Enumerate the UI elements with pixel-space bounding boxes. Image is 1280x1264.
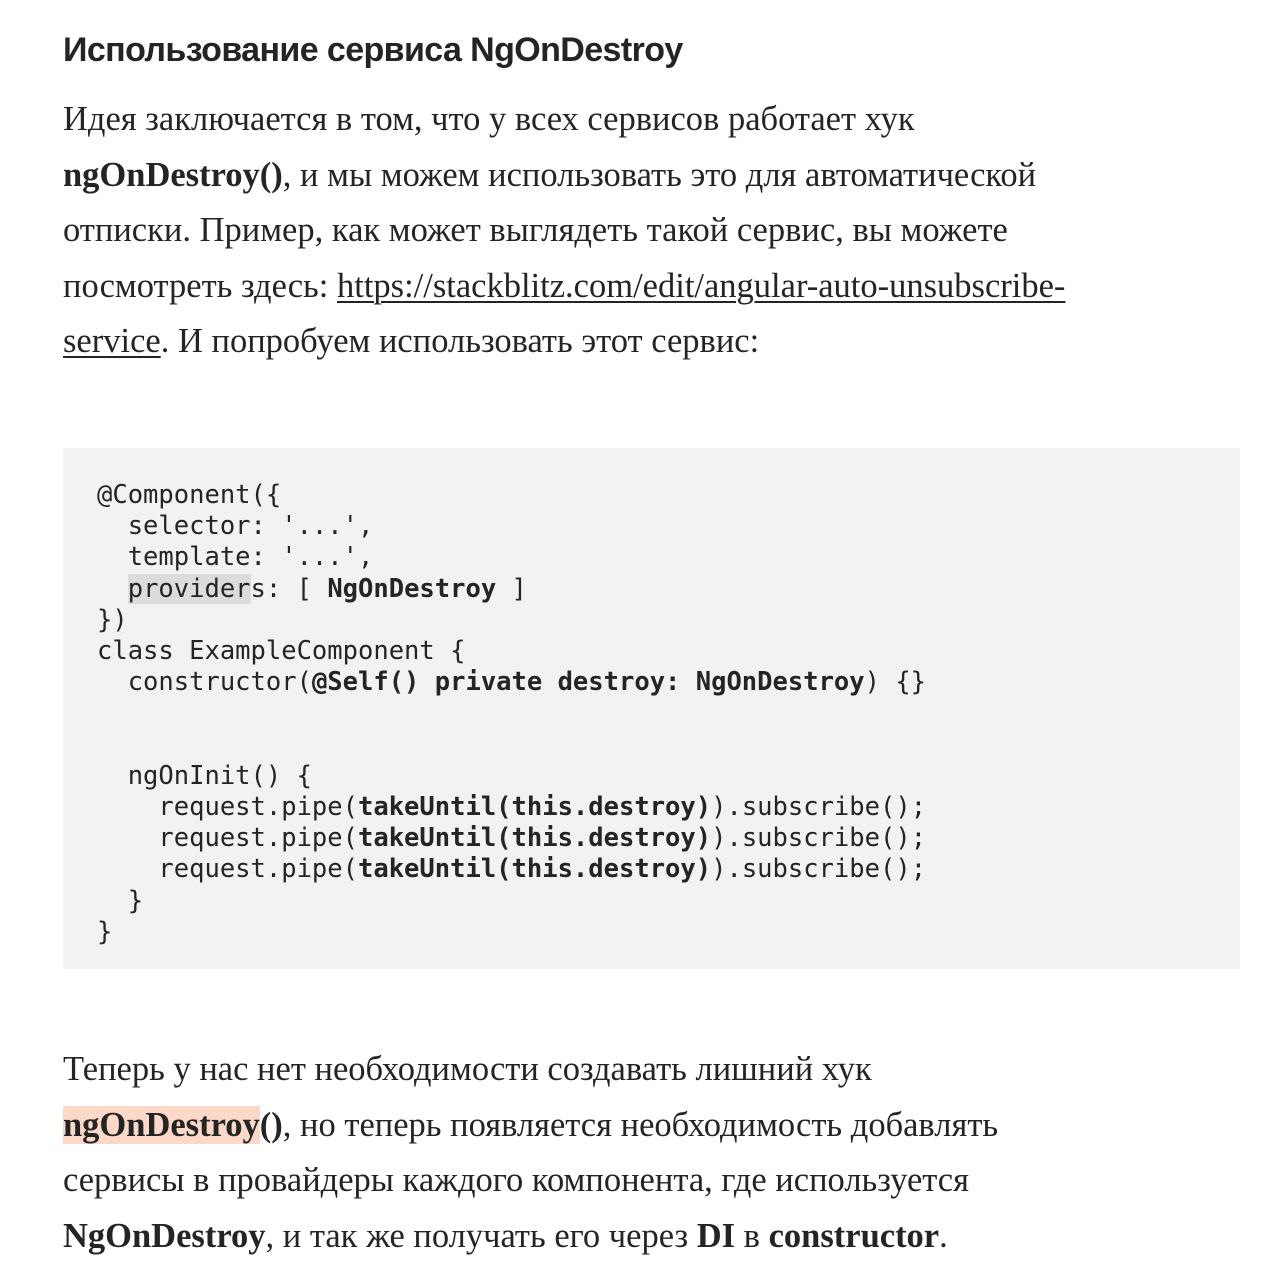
outro-line-2-text: , но теперь появляется необходимость добавлять <box>282 1105 999 1144</box>
code-line: selector: '...', <box>97 511 374 542</box>
inline-code-ngondestroy: ngOnDestroy() <box>63 155 283 194</box>
code-line: @Component({ <box>97 480 282 510</box>
code-bold: takeUntil(this.destroy) <box>358 823 712 854</box>
inline-term-di: DI <box>696 1216 736 1255</box>
code-line <box>97 854 926 884</box>
code-text: ).subscribe(); <box>711 854 927 885</box>
code-bold: NgOnDestroy <box>327 573 497 604</box>
code-line: class ExampleComponent { <box>97 636 466 667</box>
intro-line-4 <box>63 259 1240 315</box>
intro-line-5-text: . И попробуем использовать этот сервис: <box>160 322 760 360</box>
code-line <box>97 792 926 822</box>
code-line <box>97 823 926 853</box>
code-line: } <box>97 916 113 947</box>
outro-line-4-text: , и так же получать его через <box>265 1216 697 1255</box>
code-text: request.pipe( <box>97 823 358 854</box>
intro-line-3: отписки. Пример, как может выглядеть такой сервис, вы можете <box>63 211 1008 249</box>
inline-code-parens: () <box>259 1105 283 1144</box>
code-text: ) {} <box>864 667 927 698</box>
outro-line-4-text: в <box>735 1216 769 1255</box>
inline-code-ngondestroy: NgOnDestroy <box>63 1216 266 1255</box>
outro-line-2 <box>63 1098 1240 1154</box>
outro-line-4-text: . <box>939 1216 948 1255</box>
inline-term-constructor: constructor <box>768 1216 940 1255</box>
code-line: template: '...', <box>97 542 374 573</box>
stackblitz-link[interactable]: https://stackblitz.com/edit/angular-auto-unsubscribe- <box>337 266 1066 305</box>
stackblitz-link-continued[interactable]: service <box>63 322 161 360</box>
code-indent <box>97 574 128 604</box>
code-line <box>97 574 527 604</box>
intro-line-2 <box>63 148 1240 204</box>
intro-line-1: Идея заключается в том, что у всех сервисов работает хук <box>63 100 915 138</box>
code-block <box>63 448 1240 969</box>
code-text: constructor( <box>97 667 312 698</box>
code-content <box>97 480 1240 948</box>
intro-line-2-text: , и мы можем использовать это для автоматической <box>282 155 1037 194</box>
outro-paragraph <box>63 1042 1240 1264</box>
code-text: ).subscribe(); <box>711 792 927 823</box>
highlighted-ngondestroy: ngOnDestroy <box>63 1105 260 1144</box>
section-heading: Использование сервиса NgOnDestroy <box>63 31 683 69</box>
code-line: ngOnInit() { <box>97 760 312 791</box>
code-line: }) <box>97 604 128 635</box>
code-line <box>97 667 926 697</box>
outro-line-3: сервисы в провайдеры каждого компонента, где используется <box>63 1161 969 1199</box>
outro-line-4 <box>63 1209 1240 1264</box>
code-line: } <box>97 885 144 916</box>
code-text: request.pipe( <box>97 854 358 885</box>
intro-line-4-text: посмотреть здесь: <box>63 266 337 305</box>
text-selection: provider <box>127 573 251 604</box>
code-text: request.pipe( <box>97 792 358 823</box>
code-bold: takeUntil(this.destroy) <box>358 854 712 885</box>
intro-paragraph <box>63 92 1240 370</box>
code-text: ).subscribe(); <box>711 823 927 854</box>
code-text: s: [ <box>250 573 328 604</box>
code-bold: takeUntil(this.destroy) <box>358 792 712 823</box>
outro-line-1: Теперь у нас нет необходимости создавать лишний хук <box>63 1050 872 1088</box>
intro-line-5 <box>63 314 1240 370</box>
code-text: ] <box>496 573 527 604</box>
code-bold: @Self() private destroy: NgOnDestroy <box>311 667 865 698</box>
